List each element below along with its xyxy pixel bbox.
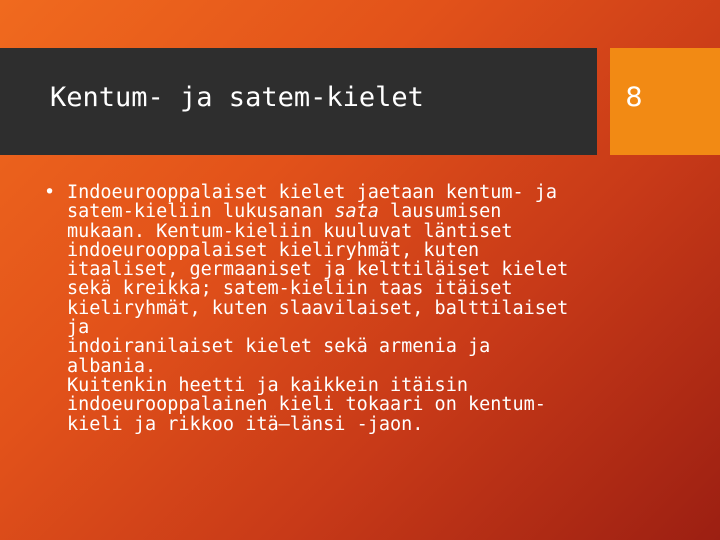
emphasis-word: sata — [334, 201, 379, 223]
text-line: sekä kreikka; satem-kieliin taas itäiset — [67, 278, 513, 300]
text-line: indoeurooppalaiset kieliryhmät, kuten — [67, 239, 480, 261]
bullet-icon: • — [44, 182, 56, 203]
slide-title: Kentum- ja satem-kielet — [50, 82, 424, 113]
text-line: Indoeurooppalaiset kielet jaetaan kentum- ja — [67, 182, 558, 203]
text-line: satem-kieliin lukusanan sata lausumisen — [67, 201, 502, 223]
bullet-item — [44, 183, 584, 434]
text-line: mukaan. Kentum-kieliin kuuluvat läntiset — [67, 220, 513, 242]
text-line: Kuitenkin heetti ja kaikkein itäisin — [67, 374, 468, 396]
text-line: kieliryhmät, kuten slaavilaiset, balttilaiset ja — [67, 297, 569, 339]
text-line: itaaliset, germaaniset ja kelttiläiset kielet — [67, 259, 569, 281]
page-number-box — [610, 48, 720, 155]
text-line: indoeurooppalainen kieli tokaari on kentum- — [67, 394, 546, 416]
page-number: 8 — [625, 82, 643, 113]
text-line: indoiranilaiset kielet sekä armenia ja albania. — [67, 336, 491, 377]
text-line: kieli ja rikkoo itä–länsi -jaon. — [67, 413, 424, 435]
bullet-paragraph — [67, 183, 584, 434]
